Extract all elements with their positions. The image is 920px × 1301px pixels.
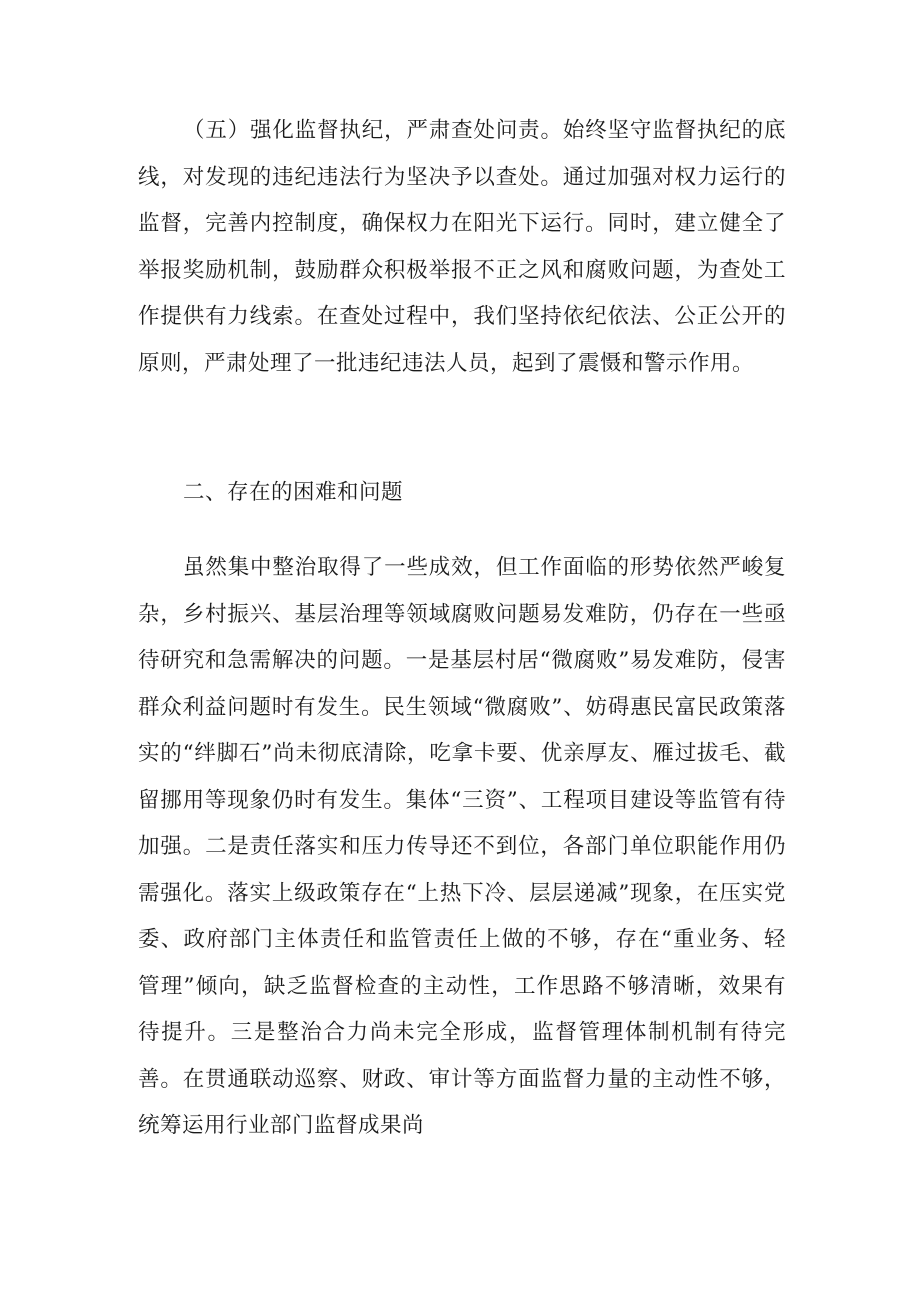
paragraph-difficulties-problems: 虽然集中整治取得了一些成效，但工作面临的形势依然严峻复杂，乡村振兴、基层治理等领域腐败问题易发难防，仍存在一些亟待研究和急需解决的问题。一是基层村居“微腐败”易发难防，侵害群众利益问题时有发生。民生领域“微腐败”、妨碍惠民富民政策落实的“绊脚石”尚未彻底清除，吃拿卡要、优亲厚友、雁过拔毛、截留挪用等现象仍时有发生。集体“三资”、工程项目建设等监管有待加强。二是责任落实和压力传导还不到位，各部门单位职能作用仍需强化。落实上级政策存在“上热下冷、层层递减”现象，在压实党委、政府部门主体责任和监管责任上做的不够，存在“重业务、轻管理”倾向，缺乏监督检查的主动性，工作思路不够清晰，效果有待提升。三是整治合力尚未完全形成，监督管理体制机制有待完善。在贯通联动巡察、财政、审计等方面监督力量的主动性不够，统筹运用行业部门监督成果尚 bbox=[138, 555, 786, 1138]
paragraph-supervision-discipline: （五）强化监督执纪，严肃查处问责。始终坚守监督执纪的底线，对发现的违纪违法行为坚决予以查处。通过加强对权力运行的监督，完善内控制度，确保权力在阳光下运行。同时，建立健全了举报奖励机制，鼓励群众积极举报不正之风和腐败问题，为查处工作提供有力线索。在查处过程中，我们坚持依纪依法、公正公开的原则，严肃处理了一批违纪违法人员，起到了震慑和警示作用。 bbox=[138, 118, 786, 376]
section-heading-difficulties: 二、存在的困难和问题 bbox=[183, 480, 404, 505]
